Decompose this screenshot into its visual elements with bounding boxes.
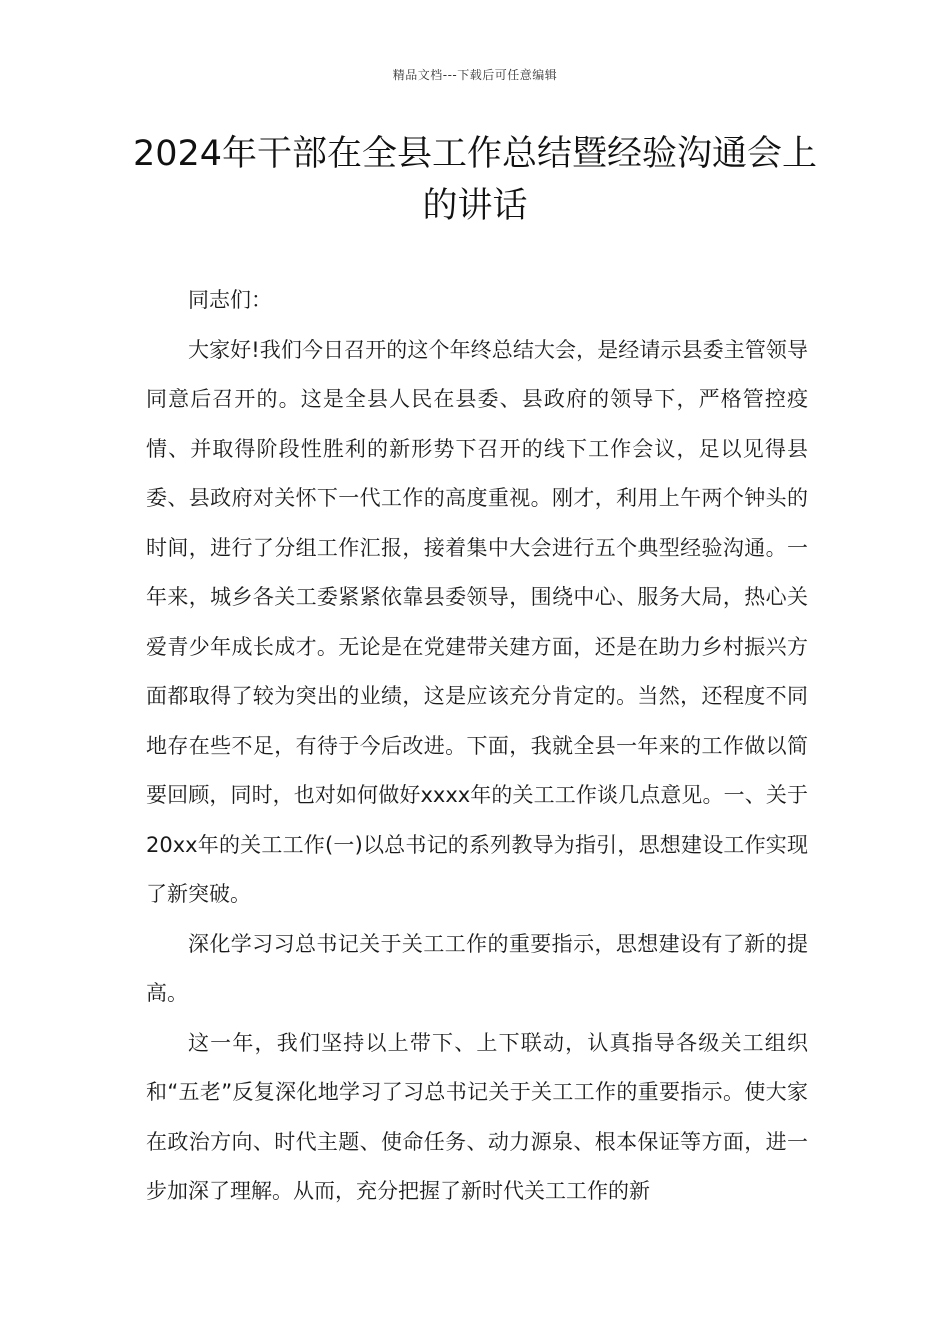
salutation-paragraph: 同志们： <box>188 288 272 312</box>
body-paragraph: 这一年，我们坚持以上带下、上下联动，认真指导各级关工组织和“五老”反复深化地学习了习总书记关于关工工作的重要指示。使大家在政治方向、时代主题、使命任务、动力源泉、根本保证等方面，进一步加深了理解。从而，充分把握了新时代关工工作的新 <box>146 1030 808 1203</box>
body-paragraph: 大家好!我们今日召开的这个年终总结大会，是经请示县委主管领导同意后召开的。这是全县人民在县委、县政府的领导下，严格管控疫情、并取得阶段性胜利的新形势下召开的线下工作会议，足以见得县委、县政府对关怀下一代工作的高度重视。刚才，利用上午两个钟头的时间，进行了分组工作汇报，接着集中大会进行五个典型经验沟通。一年来，城乡各关工委紧紧依靠县委领导，围绕中心、服务大局，热心关爱青少年成长成才。无论是在党建带关建方面，还是在助力乡村振兴方面都取得了较为突出的业绩，这是应该充分肯定的。当然，还程度不同地存在些不足，有待于今后改进。下面，我就全县一年来的工作做以简要回顾，同时，也对如何做好xxxx年的关工工作谈几点意见。一、关于20xx年的关工工作(一)以总书记的系列教导为指引，思想建设工作实现了新突破。 <box>146 337 808 906</box>
header-note: 精品文档---下载后可任意编辑 <box>392 68 558 82</box>
document-title: 2024年干部在全县工作总结暨经验沟通会上的讲话 <box>132 134 818 226</box>
body-paragraph: 深化学习习总书记关于关工工作的重要指示，思想建设有了新的提高。 <box>146 931 808 1005</box>
document-body <box>146 276 808 1217</box>
